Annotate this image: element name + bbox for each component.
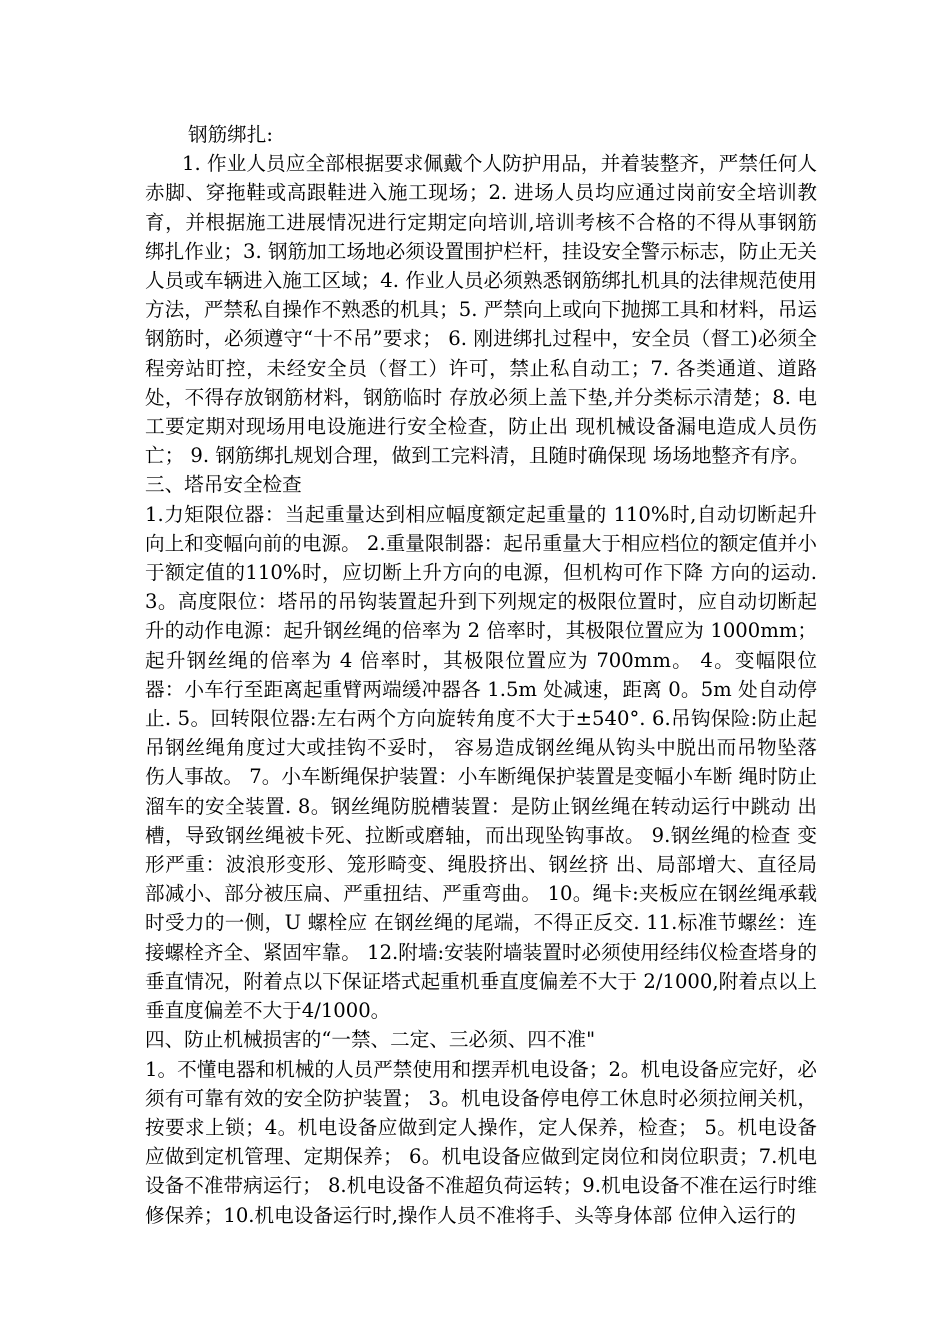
section3-heading: 三、塔吊安全检查 — [145, 473, 302, 497]
intro-heading: 钢筋绑扎: — [188, 123, 273, 146]
section3-paragraph: 1.力矩限位器：当起重量达到相应幅度额定起重量的 110%时,自动切断起升向上和变幅向前的电源。 2.重量限制器：起吊重量大于相应档位的额定值并小于额定值的110%时，应切断上升方向的电源，但机构可作下降 方向的运动. 3。高度限位：塔吊的吊钩装置起升到下列规定的极限位置时，应自动切断起升的动作电源：起升钢丝绳的倍率为 2 倍率时，其极限位置应为 1000mm；起升钢丝绳的倍率为 4 倍率时，其极限位置应为 700mm。 4。变幅限位器：小车行至距离起重臂两端缓冲器各 1.5m 处减速，距离 0。5m 处自动停止. 5。回转限位器:左右两个方向旋转角度不大于±540°. 6.吊钩保险:防止起吊钢丝绳角度过大或挂钩不妥时， 容易造成钢丝绳从钩头中脱出而吊物坠落伤人事故。 7。小车断绳保护装置：小车断绳保护装置是变幅小车断 绳时防止溜车的安全装置. 8。钢丝绳防脱槽装置：是防止钢丝绳在转动运行中跳动 出槽，导致钢丝绳被卡死、拉断或磨轴，而出现坠钩事故。 9.钢丝绳的检查 变形严重：波浪形变形、笼形畸变、绳股挤出、钢丝挤 出、局部增大、直径局部减小、部分被压扁、严重扭结、严重弯曲。 10。绳卡:夹板应在钢丝绳承载时受力的一侧，U 螺栓应 在钢丝绳的尾端，不得正反交. 11.标准节螺丝：连接螺栓齐全、紧固牢靠。 12.附墙:安装附墙装置时必须使用经纬仪检查塔身的垂直情况，附着点以下保证塔式起重机垂直度偏差不大于 2/1000,附着点以上垂直度偏差不大于4/1000。 — [145, 502, 817, 1023]
section4-paragraph: 1。不懂电器和机械的人员严禁使用和摆弄机电设备；2。机电设备应完好，必须有可靠有效的安全防护装置； 3。机电设备停电停工休息时必须拉闸关机，按要求上锁；4。机电设备应做到定人操作，定人保养，检查； 5。机电设备应做到定机管理、定期保养； 6。机电设备应做到定岗位和岗位职责；7.机电设备不准带病运行； 8.机电设备不准超负荷运转；9.机电设备不准在运行时维修保养；10.机电设备运行时,操作人员不准将手、头等身体部 位伸入运行的 — [145, 1057, 817, 1227]
section4-heading: 四、防止机械损害的“一禁、二定、三必须、四不准" — [145, 1028, 596, 1052]
document-body — [145, 120, 817, 1230]
rebar-safety-paragraph: 1. 作业人员应全部根据要求佩戴个人防护用品，并着装整齐，严禁任何人赤脚、穿拖鞋或高跟鞋进入施工现场；2. 进场人员均应通过岗前安全培训教育，并根据施工进展情况进行定期定向培训,培训考核不合格的不得从事钢筋绑扎作业；3. 钢筋加工场地必须设置围护栏杆，挂设安全警示标志，防止无关人员或车辆进入施工区域；4. 作业人员必须熟悉钢筋绑扎机具的法律规范使用方法，严禁私自操作不熟悉的机具；5. 严禁向上或向下抛掷工具和材料，吊运钢筋时，必须遵守“十不吊”要求； 6. 刚进绑扎过程中，安全员（督工)必须全程旁站盯控，未经安全员（督工）许可，禁止私自动工；7. 各类通道、道路处，不得存放钢筋材料，钢筋临时 存放必须上盖下垫,并分类标示清楚；8. 电工要定期对现场用电设施进行安全检查，防止出 现机械设备漏电造成人员伤亡； 9. 钢筋绑扎规划合理，做到工完料清，且随时确保现 场场地整齐有序。 — [145, 152, 817, 468]
